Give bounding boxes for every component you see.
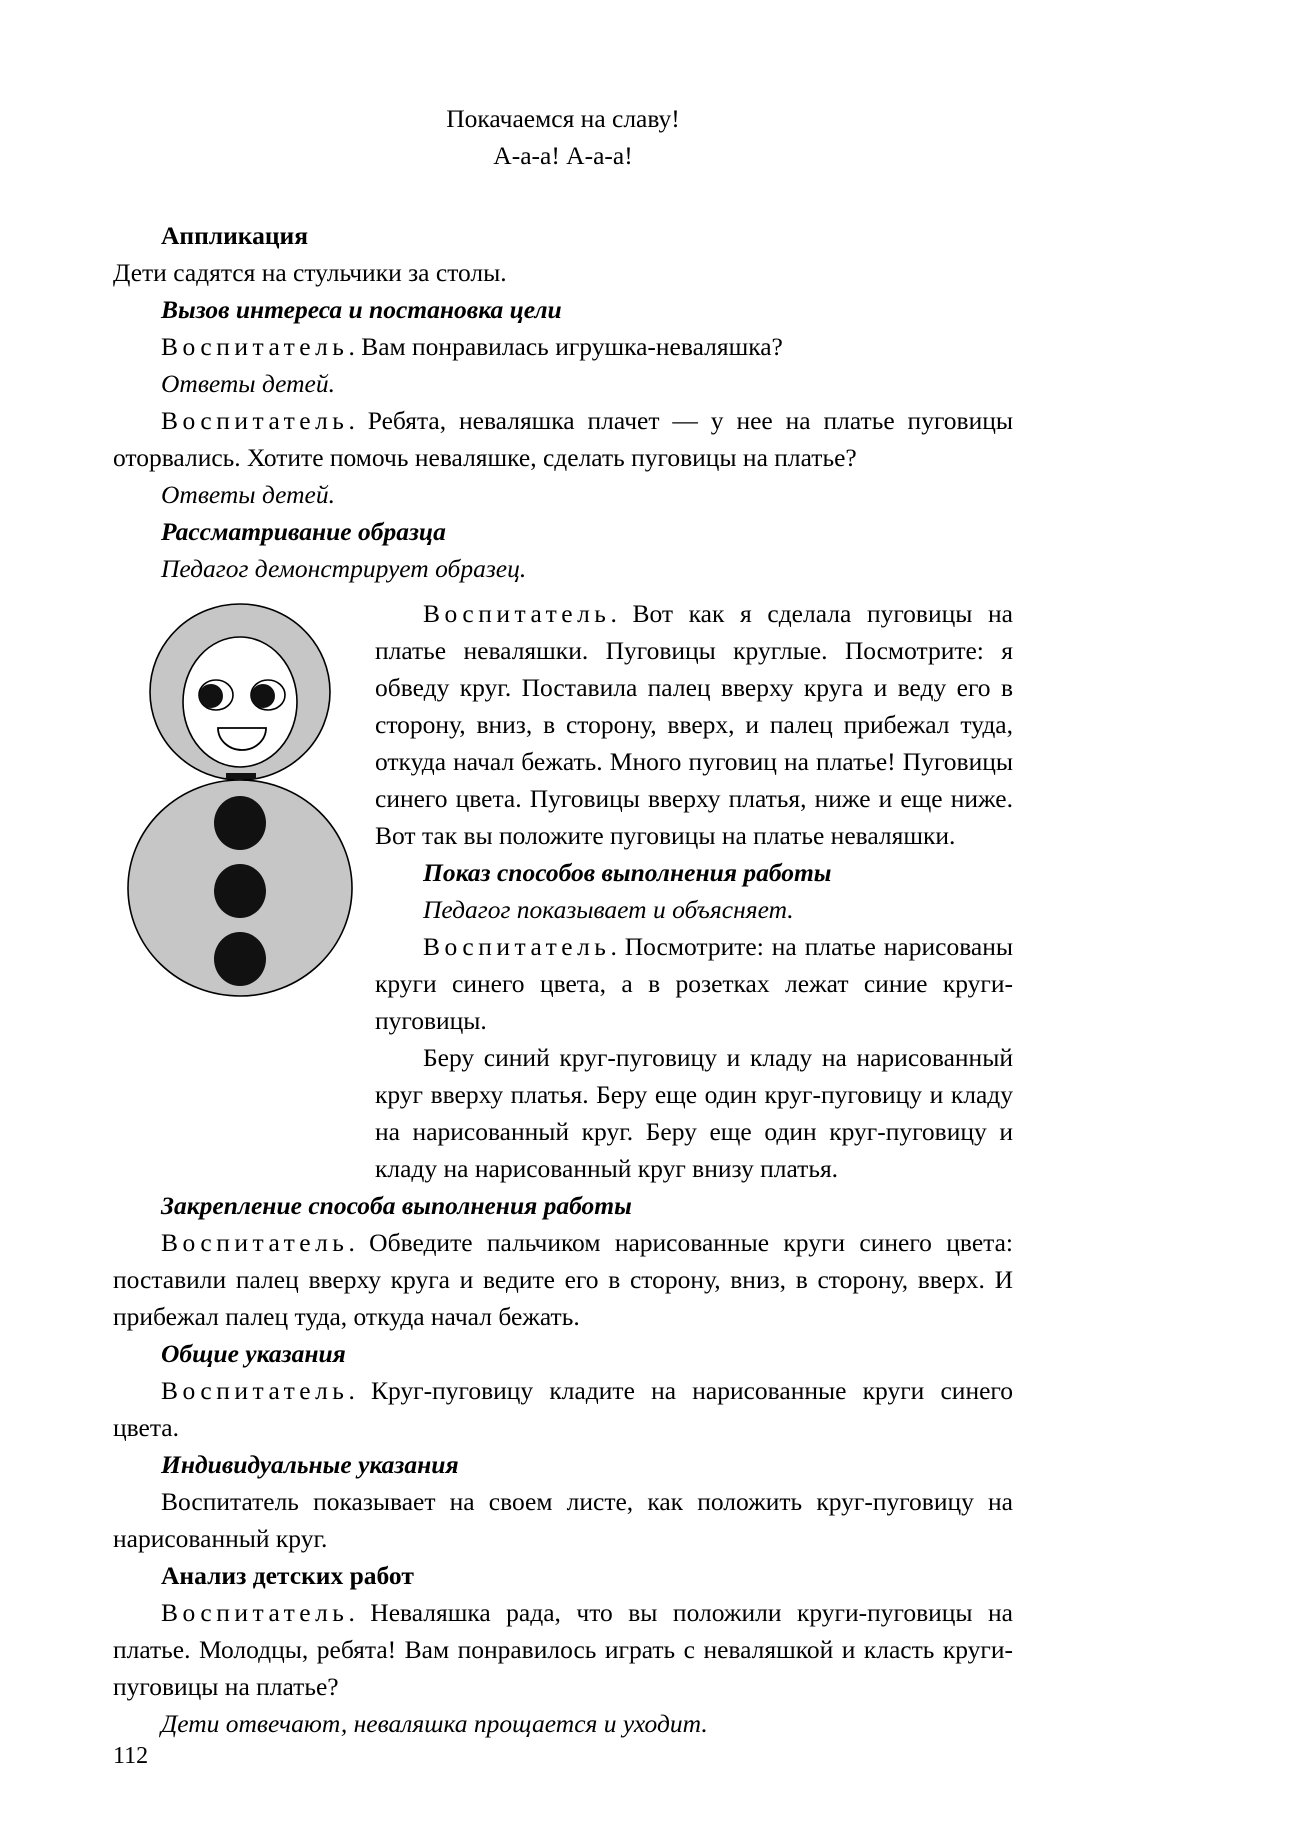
page-number: 112 bbox=[113, 1743, 149, 1769]
speech-question-1 bbox=[113, 328, 1013, 365]
speech-text: . Обведите пальчиком нарисованные круги синего цвета: поставили палец вверху круга и ведите его в сторону, вниз, в сторону, вверх. И прибежал палец туда, откуда начал бежать. bbox=[113, 1228, 1013, 1331]
speech-text: . Посмотрите: на платье нарисованы круги синего цвета, а в розетках лежат синие круги-пуговицы. bbox=[375, 932, 1013, 1035]
note-answers-1: Ответы детей. bbox=[161, 369, 335, 398]
heading-applique: Аппликация bbox=[161, 221, 309, 250]
doll-eye-right-pupil bbox=[251, 684, 275, 708]
spacer bbox=[113, 587, 1013, 595]
text-individual: Воспитатель показывает на своем листе, как положить круг-пуговицу на нарисованный круг. bbox=[113, 1487, 1013, 1553]
doll-button-2 bbox=[214, 864, 266, 918]
speech-text: . Вот как я сделала пуговицы на платье неваляшки. Пуговицы круглые. Посмотрите: я обведу круг. Поставила палец вверху круга и веду его в сторону, вниз, в сторону, вверх, и палец прибежал туда, откуда начал бежать. Много пуговиц на платье! Пуговицы синего цвета. Пуговицы вверху платья, ниже и еще ниже. Вот так вы положите пуговицы на платье неваляшки. bbox=[375, 599, 1013, 850]
doll-neck bbox=[226, 773, 256, 779]
note-demo: Педагог показывает и объясняет. bbox=[423, 895, 794, 924]
heading-demo: Показ способов выполнения работы bbox=[423, 858, 832, 887]
speaker-label: Воспитатель bbox=[423, 599, 611, 628]
spacer bbox=[113, 174, 1013, 217]
doll-button-1 bbox=[214, 796, 266, 850]
speaker-label: Воспитатель bbox=[423, 932, 611, 961]
doll-button-3 bbox=[214, 932, 266, 986]
heading-individual: Индивидуальные указания bbox=[161, 1450, 459, 1479]
verse-line-2: А-а-а! А-а-а! bbox=[493, 141, 633, 170]
speech-demo bbox=[375, 928, 1013, 1039]
text-below-figure bbox=[113, 1187, 1013, 1742]
speech-text: . Вам понравилась игрушка-неваляшка? bbox=[348, 332, 783, 361]
speech-sample bbox=[375, 595, 1013, 854]
note-answers-2: Ответы детей. bbox=[161, 480, 335, 509]
heading-interest: Вызов интереса и постановка цели bbox=[161, 295, 562, 324]
speech-demo-2: Беру синий круг-пуговицу и кладу на нарисованный круг вверху платья. Беру еще один круг-пуговицу и кладу на нарисованный круг. Беру еще один круг-пуговицу и кладу на нарисованный круг внизу платья. bbox=[375, 1043, 1013, 1183]
heading-sample: Рассматривание образца bbox=[161, 517, 446, 546]
speech-text: . Неваляшка рада, что вы положили круги-пуговицы на платье. Молодцы, ребята! Вам понравилось играть с неваляшкой и класть круги-пуговицы на платье? bbox=[113, 1598, 1013, 1701]
speaker-label: Воспитатель bbox=[161, 1228, 349, 1257]
note-sample: Педагог демонстрирует образец. bbox=[161, 554, 527, 583]
speech-text: . Круг-пуговицу кладите на нарисованные круги синего цвета. bbox=[113, 1376, 1013, 1442]
applique-intro: Дети садятся на стульчики за столы. bbox=[113, 258, 507, 287]
speaker-label: Воспитатель bbox=[161, 1598, 349, 1627]
speaker-label: Воспитатель bbox=[161, 332, 349, 361]
note-closing: Дети отвечают, неваляшка прощается и уходит. bbox=[161, 1709, 708, 1738]
speech-analysis bbox=[113, 1594, 1013, 1705]
figure-with-text bbox=[113, 595, 1013, 1187]
verse-block bbox=[113, 100, 1013, 174]
speaker-label: Воспитатель bbox=[161, 406, 349, 435]
heading-reinforce: Закрепление способа выполнения работы bbox=[161, 1191, 632, 1220]
speech-general bbox=[113, 1372, 1013, 1446]
roly-poly-doll-illustration bbox=[118, 595, 363, 1015]
page-content bbox=[113, 100, 1013, 1742]
speaker-label: Воспитатель bbox=[161, 1376, 349, 1405]
verse-line-1: Покачаемся на славу! bbox=[446, 104, 680, 133]
doll-svg bbox=[118, 595, 363, 1015]
doll-eye-left-pupil bbox=[199, 684, 223, 708]
speech-reinforce bbox=[113, 1224, 1013, 1335]
heading-general: Общие указания bbox=[161, 1339, 346, 1368]
speech-question-2 bbox=[113, 402, 1013, 476]
speech-text: . Ребята, неваляшка плачет — у нее на платье пуговицы оторвались. Хотите помочь неваляшке, сделать пуговицы на платье? bbox=[113, 406, 1013, 472]
text-beside-figure bbox=[375, 595, 1013, 1187]
heading-analysis: Анализ детских работ bbox=[161, 1561, 414, 1590]
